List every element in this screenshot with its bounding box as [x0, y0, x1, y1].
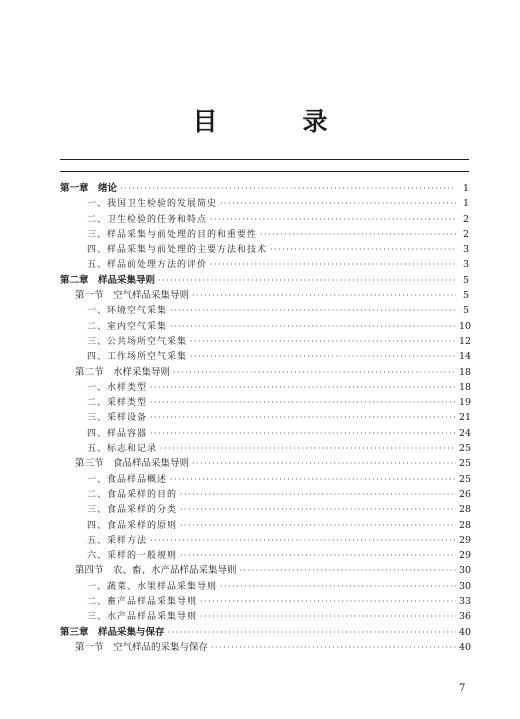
- page-number: 7: [459, 683, 466, 694]
- leader-dots: [150, 380, 456, 395]
- toc-entry-item: [60, 303, 469, 318]
- toc-entry-page: 36: [459, 611, 472, 623]
- toc-entry-label: 第一章 绪论: [60, 183, 118, 194]
- toc-entry-page: 30: [459, 565, 472, 577]
- toc-entry-page: 2: [462, 213, 469, 225]
- toc-entry-page: 12: [459, 335, 472, 347]
- toc-entry-page: 18: [459, 366, 472, 378]
- leader-dots: [200, 594, 456, 609]
- leader-dots: [160, 441, 456, 456]
- toc-entry-label: 二、食品采样的目的: [87, 489, 178, 500]
- toc-entry-page: 25: [459, 443, 472, 455]
- toc-entry-page: 10: [459, 320, 472, 332]
- toc-entry-section: [60, 288, 469, 303]
- toc-entry-label: 一、蔬菜、水果样品采集导则: [87, 581, 218, 592]
- leader-dots: [150, 426, 456, 441]
- toc-entry-label: 三、样品采集与前处理的目的和重要性: [87, 229, 258, 240]
- leader-dots: [190, 334, 456, 349]
- toc-entry-label: 第一节 空气样品的采集与保存: [75, 641, 209, 653]
- toc-entry-page: 29: [459, 550, 472, 562]
- toc-entry-page: 40: [459, 626, 472, 638]
- leader-dots: [192, 456, 456, 471]
- leader-dots: [240, 563, 456, 578]
- toc-entry-label: 第二节 水样采集导则: [75, 366, 171, 378]
- toc-entry-label: 六、采样的一般规则: [87, 551, 178, 562]
- toc-entry-page: 19: [459, 397, 472, 409]
- toc-entry-section: [60, 563, 472, 578]
- leader-dots: [158, 273, 456, 288]
- toc-entry-page: 18: [459, 381, 472, 393]
- toc-entry-label: 二、畜产品样品采集导则: [87, 597, 198, 608]
- toc-entry-item: [60, 594, 472, 609]
- toc-entry-page: 24: [459, 427, 472, 439]
- toc-entry-item: [60, 395, 472, 410]
- toc-entry-page: 1: [462, 198, 469, 210]
- toc-entry-item: [60, 319, 472, 334]
- toc-entry-page: 3: [462, 244, 469, 256]
- toc-entry-page: 5: [462, 305, 469, 317]
- toc-entry-page: 30: [459, 580, 472, 592]
- toc-entry-item: [60, 380, 472, 395]
- toc-entry-page: 14: [459, 351, 472, 363]
- toc-entry-item: [60, 502, 472, 517]
- toc-entry-page: 21: [459, 412, 472, 424]
- leader-dots: [180, 502, 456, 517]
- toc-entry-item: [60, 441, 472, 456]
- table-of-contents: [60, 181, 472, 655]
- leader-dots: [200, 609, 456, 624]
- toc-entry-label: 五、标志和记录: [87, 444, 158, 455]
- toc-entry-label: 一、环境空气采集: [87, 306, 168, 317]
- leader-dots: [260, 227, 456, 242]
- toc-entry-page: 5: [462, 290, 469, 302]
- toc-entry-item: [60, 579, 472, 594]
- toc-entry-page: 40: [459, 641, 472, 653]
- toc-entry-page: 1: [462, 183, 469, 194]
- page-title: 目 录: [192, 107, 358, 136]
- toc-entry-item: [60, 410, 472, 425]
- toc-entry-label: 二、室内空气采集: [87, 321, 168, 332]
- toc-entry-section: [60, 365, 472, 380]
- leader-dots: [220, 196, 456, 211]
- toc-entry-page: 5: [462, 274, 469, 286]
- top-rule: [60, 159, 469, 160]
- toc-entry-label: 第一节 空气样品采集导则: [75, 290, 190, 302]
- leader-dots: [170, 472, 456, 487]
- leader-dots: [211, 640, 456, 655]
- toc-entry-label: 四、样品采集与前处理的主要方法和技术: [87, 245, 268, 256]
- toc-entry-section: [60, 640, 472, 655]
- toc-entry-label: 第二章 样品采集导则: [60, 274, 156, 286]
- toc-entry-page: 28: [459, 519, 472, 531]
- leader-dots: [220, 579, 456, 594]
- toc-entry-page: 29: [459, 534, 472, 546]
- toc-entry-item: [60, 548, 472, 563]
- toc-entry-chapter: [60, 625, 472, 640]
- leader-dots: [173, 365, 456, 380]
- toc-entry-chapter: [60, 181, 469, 196]
- toc-entry-page: 3: [462, 259, 469, 271]
- leader-dots: [190, 349, 456, 364]
- toc-entry-label: 三、食品采样的分类: [87, 505, 178, 516]
- leader-dots: [150, 410, 456, 425]
- toc-entry-page: 25: [459, 458, 472, 470]
- toc-entry-label: 三、公共场所空气采集: [87, 336, 188, 347]
- toc-entry-item: [60, 426, 472, 441]
- toc-entry-label: 三、采样设备: [87, 413, 148, 424]
- toc-entry-page: 26: [459, 488, 472, 500]
- toc-entry-item: [60, 472, 472, 487]
- toc-entry-item: [60, 212, 469, 227]
- leader-dots: [150, 533, 456, 548]
- toc-entry-section: [60, 456, 472, 471]
- bottom-rule: [60, 171, 469, 172]
- toc-entry-label: 一、我国卫生检验的发展简史: [87, 199, 218, 210]
- leader-dots: [270, 242, 456, 257]
- toc-entry-label: 一、水样类型: [87, 382, 148, 393]
- toc-entry-item: [60, 609, 472, 624]
- toc-entry-label: 五、采样方法: [87, 535, 148, 546]
- toc-entry-label: 第三节 食品样品采集导则: [75, 458, 190, 470]
- toc-entry-item: [60, 227, 469, 242]
- toc-entry-chapter: [60, 273, 469, 288]
- toc-entry-item: [60, 487, 472, 502]
- leader-dots: [170, 319, 456, 334]
- toc-entry-label: 四、食品采样的原则: [87, 520, 178, 531]
- leader-dots: [168, 625, 456, 640]
- toc-entry-label: 第四节 农、畜、水产品样品采集导则: [75, 565, 237, 577]
- toc-entry-item: [60, 518, 472, 533]
- leader-dots: [120, 181, 456, 196]
- leader-dots: [180, 518, 456, 533]
- leader-dots: [192, 288, 456, 303]
- toc-entry-label: 四、工作场所空气采集: [87, 352, 188, 363]
- toc-entry-item: [60, 257, 469, 272]
- toc-entry-label: 第三章 样品采集与保存: [60, 626, 165, 638]
- toc-entry-item: [60, 242, 469, 257]
- toc-entry-item: [60, 349, 472, 364]
- leader-dots: [210, 257, 456, 272]
- toc-entry-item: [60, 533, 472, 548]
- toc-entry-label: 二、采样类型: [87, 398, 148, 409]
- toc-entry-page: 25: [459, 473, 472, 485]
- toc-entry-label: 三、水产品样品采集导则: [87, 612, 198, 623]
- leader-dots: [180, 487, 456, 502]
- toc-entry-label: 五、样品前处理方法的评价: [87, 260, 208, 271]
- toc-entry-page: 33: [459, 596, 472, 608]
- toc-entry-page: 28: [459, 504, 472, 516]
- leader-dots: [210, 212, 456, 227]
- leader-dots: [150, 395, 456, 410]
- toc-entry-item: [60, 334, 472, 349]
- toc-entry-item: [60, 196, 469, 211]
- toc-entry-page: 2: [462, 228, 469, 240]
- toc-entry-label: 四、样品容器: [87, 428, 148, 439]
- leader-dots: [170, 303, 456, 318]
- toc-entry-label: 一、食品样品概述: [87, 474, 168, 485]
- toc-entry-label: 二、卫生检验的任务和特点: [87, 214, 208, 225]
- leader-dots: [180, 548, 456, 563]
